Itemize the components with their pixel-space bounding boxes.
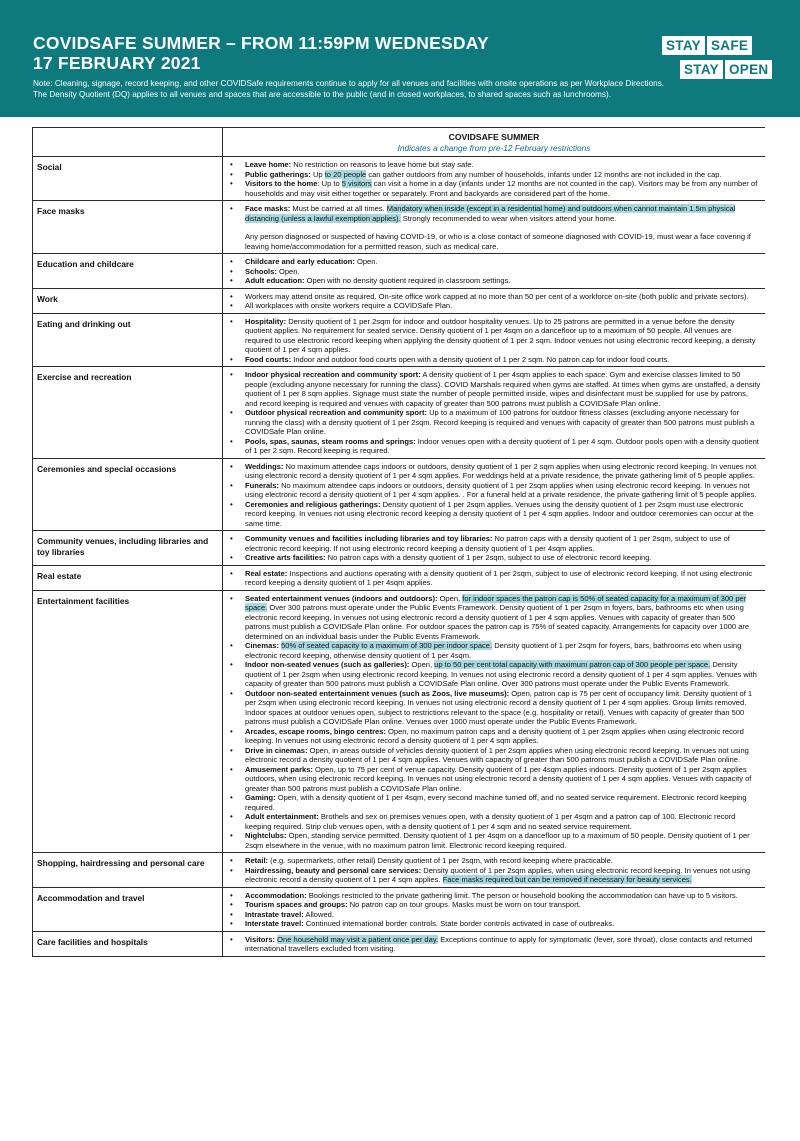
item-label: Creative arts facilities:: [245, 553, 326, 562]
item-label: Food courts:: [245, 354, 292, 364]
item-label: Retail:: [245, 856, 269, 865]
row-category: Entertainment facilities: [33, 590, 223, 853]
list-item: [227, 276, 761, 286]
row-content: [223, 887, 766, 931]
item-text: Open,: [437, 593, 463, 603]
item-list: [227, 204, 761, 223]
list-item: [227, 727, 761, 746]
table-row: [33, 458, 766, 531]
highlighted-change: to 20 people: [324, 169, 367, 179]
item-text: Open, patron cap is 75 per cent of occupancy limit. Density quotient of 1 per 2sqm when using electronic record keeping. In venues not using electronic record a density quotient of 1 per 4 sqm applies. Group limits removed. Indoor spaces at outdoor venues open, subject to restrictions relevant to the space (e.g. hospitality or retail). Venues with capacity of greater than 500 patrons must publish a COVIDSafe Plan online. Venues over 1000 must operate under the Public Events Framework.: [245, 688, 753, 726]
list-item: [227, 689, 761, 727]
row-category: Exercise and recreation: [33, 367, 223, 459]
table-row: [33, 887, 766, 931]
item-text: Open.: [354, 257, 378, 266]
item-text: (e.g. supermarkets, other retail) Density quotient of 1 per 2sqm, with record keeping where practicable.: [268, 856, 613, 865]
list-item: [227, 660, 761, 689]
list-item: [227, 481, 761, 500]
item-text: Density quotient of 1 per 2sqm applies. Venues using the density quotient of 1 per 2sqm must use electronic record keeping. In venues not using electronic record keeping a density quotient of 1 per 4 sqm applies. Indoor and outdoor ceremonies can occur at the same time.: [245, 499, 754, 528]
item-text: Allowed.: [303, 909, 334, 919]
table-row: [33, 201, 766, 254]
item-label: Amusement parks:: [245, 764, 313, 774]
item-list: [227, 160, 761, 198]
row-content: [223, 254, 766, 289]
list-item: [227, 553, 761, 563]
item-list: [227, 534, 761, 563]
item-label: Arcades, escape rooms, bingo centres:: [245, 726, 386, 736]
header-empty-cell: [33, 128, 223, 157]
row-content: [223, 565, 766, 590]
row-category: Real estate: [33, 565, 223, 590]
page-title: [33, 33, 489, 73]
item-label: Intrastate travel:: [245, 909, 304, 919]
list-item: [227, 910, 761, 920]
list-item: [227, 257, 761, 267]
item-label: Leave home:: [245, 160, 292, 169]
item-text: Density quotient of 1 per 2sqm for indoor and outdoor hospitality venues. Up to 25 patrons are permitted in a venue before the density quotient applies. No requirement for seated service. Density quotient of 1 per 4sqm on a dancefloor up to a maximum of 50 people. All venues are required to use electronic record keeping when applying the density quotient of 1 per 2 sqm. Indoor venues not using electronic record keeping, a density quotient of 1 per 4 sqm applies.: [245, 316, 756, 354]
item-label: Visitors:: [245, 934, 276, 944]
list-item: [227, 370, 761, 408]
logo-safe: SAFE: [707, 36, 752, 55]
list-item: [227, 160, 761, 170]
item-text-after: Over 300 patrons must operate under the Public Events Framework. Density quotient of 1 per 2sqm in foyers, bars, bathrooms etc when using electronic record keeping. In venues not using electronic record a density quotient of 1 per 4 sqm applies. Venues with capacity of greater than 500 patrons must publish a COVIDSafe Plan online. For outdoor spaces the patron cap is 75% of seated capacity. Arrangements for capacity over 1000 are determined on an individual basis under the Public Events Framework.: [245, 603, 750, 641]
row-content: [223, 367, 766, 459]
row-category: Community venues, including libraries and toy libraries: [33, 531, 223, 566]
highlighted-change: up to 50 per cent total capacity with maximum patron cap of 300 people per space.: [434, 660, 711, 669]
item-text: Up: [310, 169, 325, 179]
item-text: Up to a maximum of 100 patrons for outdoor fitness classes (excluding anyone necessary for running the class) with a density quotient of 1 per 2sqm. Record keeping is required and venues with capacity of greater than 500 patrons must publish a COVIDSafe Plan online.: [245, 408, 755, 436]
item-label: Adult education:: [245, 276, 305, 285]
item-label: Drive in cinemas:: [245, 745, 308, 755]
item-text: No patron caps with a density quotient of 1 per 2sqm, subject to use of electronic record keeping. If not using electronic record keeping a density quotient of 1 per 4sqm applies.: [245, 534, 730, 553]
item-label: Schools:: [245, 266, 277, 276]
item-text: Open, standing service permitted. Density quotient of 1 per 4sqm on a dancefloor up to a maximum of 50 people. Density quotient of 1 per 2sqm elsewhere in the venue, with no maximum patron limit. Electronic record keeping required.: [245, 831, 750, 850]
table-row: [33, 565, 766, 590]
table-row: [33, 313, 766, 367]
list-item: [227, 812, 761, 831]
list-item: [227, 831, 761, 850]
list-item: [227, 534, 761, 553]
item-text: Open,: [409, 660, 435, 669]
row-category: Care facilities and hospitals: [33, 931, 223, 956]
row-content: [223, 590, 766, 853]
item-label: Hospitality:: [245, 316, 287, 326]
item-text-after: Strongly recommended to wear when visitors attend your home.: [400, 213, 617, 223]
item-label: Cinemas:: [245, 641, 279, 650]
column-header-title: COVIDSAFE SUMMER: [448, 132, 540, 142]
item-label: Adult entertainment:: [245, 812, 319, 821]
item-text: A density quotient of 1 per 4sqm applies to each space. Gym and exercise classes limited to 50 people (excluding anyone necessary for running the class). COVID Marshals required when gyms are staffed. At times when gyms are unstaffed, a density quotient of 1 per 8 sqm applies. Signage must state the number of people permitted inside, wipes and disinfectant must be supplied for use by patrons, and record keeping is required and venues with capacity of greater than 500 patrons must publish a COVIDSafe Plan online.: [245, 370, 761, 408]
list-item: [227, 891, 761, 901]
logo-stay-bottom: STAY: [680, 60, 723, 79]
row-category: Education and childcare: [33, 254, 223, 289]
table-row: [33, 590, 766, 853]
item-list: [227, 856, 761, 885]
item-label: Ceremonies and religious gatherings:: [245, 499, 381, 509]
list-item: [227, 204, 761, 223]
item-text-after: can visit a home in a day (infants under 12 months are not counted in the cap). Visitors may be from any number of households and may visit either together or separately. Front and backyards are considered part of the home.: [245, 179, 758, 198]
item-text: : Up to: [317, 179, 342, 188]
list-item: [227, 765, 761, 794]
item-text: Open, with a density quotient of 1 per 4sqm, every second machine turned off, and no seated service requirement. Electronic record keeping required.: [245, 793, 747, 812]
item-label: Seated entertainment venues (indoors and outdoors):: [245, 593, 438, 603]
row-content: [223, 458, 766, 531]
row-content: [223, 313, 766, 367]
list-item: [227, 856, 761, 866]
item-label: Gaming:: [245, 793, 276, 802]
item-label: Face masks:: [245, 204, 291, 213]
item-list: [227, 292, 761, 311]
item-label: Real estate:: [245, 568, 288, 578]
list-item: [227, 462, 761, 481]
item-label: Childcare and early education:: [245, 257, 355, 266]
item-text: Bookings restricted to the private gathering limit. The person or household booking the accommodation can have up to 5 visitors.: [306, 890, 738, 900]
item-text: Density quotient of 1 per 2sqm applies, when using electronic record keeping. In venues not using electronic record a density quotient of 1 per 4 sqm applies.: [245, 865, 751, 884]
highlighted-change: for indoor spaces the patron cap is 50% of seated capacity for a maximum of 300 per space.: [245, 593, 747, 612]
restrictions-table-wrapper: [32, 127, 765, 1131]
item-label: Funerals:: [245, 480, 279, 490]
table-header-row: [33, 128, 766, 157]
item-label: Visitors to the home: [245, 179, 318, 188]
item-label: Tourism spaces and groups:: [245, 900, 348, 909]
table-row: [33, 157, 766, 201]
item-text: No maximum attendee caps indoors or outdoors, density quotient of 1 per 2 sqm applies when using electronic record keeping. In venues not using electronic record a density quotient of 1 per 4 sqm applies. For weddings held at a private residence, the private gathering limit of 5 people applies.: [245, 461, 757, 480]
item-text: Open, up to 75 per cent of venue capacity. Density quotient of 1 per 4sqm applies indoors. Density quotient of 1 per 2sqm applies outdoors, when using electronic record keeping. In venues not using electronic record a density quotient of 1 per 4 sqm applies. Venues with capacity of greater than 500 patrons must publish a COVIDSafe Plan online.: [245, 764, 752, 793]
restrictions-table: [32, 127, 765, 957]
list-item: [227, 594, 761, 642]
item-label: Nightclubs:: [245, 831, 287, 840]
row-content: [223, 931, 766, 956]
item-list: [227, 891, 761, 929]
header-banner: [0, 0, 800, 117]
list-item: [227, 292, 761, 302]
row-content: [223, 288, 766, 313]
item-label: Pools, spas, saunas, steam rooms and springs:: [245, 436, 416, 446]
item-text: Indoor and outdoor food courts open with a density quotient of 1 per 2 sqm. No patron cap for indoor food courts.: [291, 354, 670, 364]
highlighted-change: Mandatory when inside (except in a residential home) and outdoors when cannot maintain 1.5m physical distancing (unless a lawful exemption applies).: [245, 204, 736, 223]
item-text: Brothels and sex on premises venues open, with a density quotient of 1 per 4sqm and a patron cap of 100. Electronic record keeping required. Strip club venues open, with a density quotient of 1 per 4 sqm and no seated service requirement.: [245, 812, 736, 831]
table-row: [33, 853, 766, 888]
item-text: Workers may attend onsite as required. On-site office work capped at no more than 50 per cent of a workforce on-site (both public and private sectors).: [245, 291, 749, 301]
row-category: Eating and drinking out: [33, 313, 223, 367]
row-category: Shopping, hairdressing and personal care: [33, 853, 223, 888]
list-item: [227, 746, 761, 765]
row-category: Ceremonies and special occasions: [33, 458, 223, 531]
item-text: Open with no density quotient required in classroom settings.: [304, 276, 511, 285]
title-line-1: COVIDSAFE SUMMER – FROM 11:59PM WEDNESDAY: [33, 33, 489, 53]
item-text: All workplaces with onsite workers require a COVIDSafe Plan.: [245, 301, 453, 310]
item-text: Open, no maximum patron caps and a density quotient of 1 per 2sqm applies when using electronic record keeping. In venues not using electronic record a density quotient of 1 per 4 sqm applies.: [245, 726, 744, 745]
highlighted-change: Face masks required but can be removed if necessary for beauty services.: [442, 875, 692, 884]
item-label: Public gatherings:: [245, 169, 311, 179]
item-text: Must be carried at all times.: [290, 204, 387, 213]
row-content: [223, 201, 766, 254]
list-item: [227, 569, 761, 588]
list-item: [227, 641, 761, 660]
item-text-after: Density quotient of 1 per 2sqm when using electronic record keeping. In venues not using electronic record a density quotient of 1 per 4 sqm applies. Venues with capacity of greater than 500 patrons must publish a COVIDSafe Plan online. Over 300 patrons must operate under the Public Events Framework.: [245, 660, 757, 688]
list-item: [227, 500, 761, 529]
list-item: [227, 317, 761, 355]
item-list: [227, 935, 761, 954]
item-text: Indoor venues open with a density quotient of 1 per 4 sqm. Outdoor pools open with a density quotient of 1 per 2 sqm. Record keeping is required.: [245, 436, 759, 455]
table-row: [33, 254, 766, 289]
item-label: Weddings:: [245, 461, 284, 471]
highlighted-change: 5 visitors: [341, 179, 372, 188]
table-row: [33, 367, 766, 459]
item-label: Indoor non-seated venues (such as galleries):: [245, 660, 410, 669]
highlighted-change: One household may visit a patient once per day.: [277, 934, 439, 944]
item-label: Interstate travel:: [245, 919, 304, 928]
list-item: [227, 408, 761, 437]
item-text-after: Exceptions continue to apply for symptomatic (fever, sore throat), close contacts and returned international travellers excluded from visiting.: [245, 934, 753, 953]
list-item: [227, 935, 761, 954]
item-list: [227, 370, 761, 456]
list-item: [227, 301, 761, 311]
list-item: [227, 793, 761, 812]
item-label: Indoor physical recreation and community sport:: [245, 370, 421, 379]
title-line-2: 17 FEBRUARY 2021: [33, 53, 201, 73]
column-header-subtitle: Indicates a change from pre-12 February restrictions: [397, 143, 591, 153]
item-text: No patron cap on tour groups. Masks must be worn on tour transport.: [347, 900, 581, 909]
row-paragraph: Any person diagnosed or suspected of having COVID-19, or who is a close contact of someone diagnosed with COVID-19, must wear a face covering if leaving home/accommodation for a permitted reason, such as medical care.: [245, 232, 751, 251]
item-label: Outdoor physical recreation and community sport:: [245, 408, 427, 417]
row-content: [223, 531, 766, 566]
column-header: [223, 128, 766, 157]
item-text: Open, in areas outside of vehicles density quotient of 1 per 2sqm applies when using electronic record keeping. In venues not using electronic record a density quotient of 1 per 4 sqm applies. Venues with capacity of greater than 500 patrons must publish a COVIDSafe Plan online.: [245, 745, 749, 764]
item-text: Inspections and auctions operating with a density quotient of 1 per 2sqm, subject to use of electronic record keeping. If not using electronic record keeping a density quotient of 1 per 4sqm applies.: [245, 568, 753, 587]
item-text: No maximum attendee caps indoors or outdoors, density quotient of 1 per 2sqm applies when using electronic record keeping. In venues not using electronic record a density quotient of 1 per 4 sqm applies. . For a funeral held at a private residence, the private gathering limit of 5 people applies.: [245, 480, 757, 499]
item-list: [227, 257, 761, 286]
list-item: [227, 866, 761, 885]
item-text: Open.: [276, 266, 300, 276]
item-list: [227, 569, 761, 588]
item-label: Accommodation:: [245, 890, 307, 900]
list-item: [227, 919, 761, 929]
item-label: Hairdressing, beauty and personal care services:: [245, 865, 422, 875]
list-item: [227, 170, 761, 180]
highlighted-change: 50% of seated capacity to a maximum of 300 per indoor space.: [281, 641, 493, 650]
row-category: Face masks: [33, 201, 223, 254]
item-list: [227, 462, 761, 529]
item-label: Community venues and facilities including libraries and toy libraries:: [245, 534, 493, 543]
list-item: [227, 355, 761, 365]
item-label: Outdoor non-seated entertainment venues (such as Zoos, live museums):: [245, 688, 510, 698]
list-item: [227, 179, 761, 198]
row-category: Work: [33, 288, 223, 313]
table-row: [33, 531, 766, 566]
row-category: Social: [33, 157, 223, 201]
list-item: [227, 437, 761, 456]
item-text: No patron caps with a density quotient of 1 per 2sqm, subject to use of electronic record keeping.: [325, 553, 652, 562]
item-text-after: can gather outdoors from any number of households, infants under 12 months are not included in the cap.: [366, 169, 722, 179]
row-content: [223, 157, 766, 201]
item-list: [227, 594, 761, 851]
item-text: Continued international border controls. State border controls activated in case of outbreaks.: [303, 919, 615, 928]
header-note: Note: Cleaning, signage, record keeping, and other COVIDSafe requirements continue to apply for all venues and facilities with onsite operations as per Workplace Directions. The Density Quotient (DQ) applies to all venues and spaces that are accessible to the public (and in closed workplaces, to shared spaces such as lunchrooms).: [33, 79, 665, 99]
list-item: [227, 900, 761, 910]
row-content: [223, 853, 766, 888]
list-item: [227, 267, 761, 277]
logo-stay-top: STAY: [662, 36, 705, 55]
table-row: [33, 288, 766, 313]
row-category: Accommodation and travel: [33, 887, 223, 931]
item-list: [227, 317, 761, 365]
table-row: [33, 931, 766, 956]
logo-open: OPEN: [725, 60, 772, 79]
item-text-after: Density quotient of 1 per 2sqm for foyers, bars, bathrooms etc when using electronic record keeping, otherwise density quotient of 1 per 4sqm.: [245, 641, 742, 660]
item-text: No restriction on reasons to leave home but stay safe.: [291, 160, 474, 169]
